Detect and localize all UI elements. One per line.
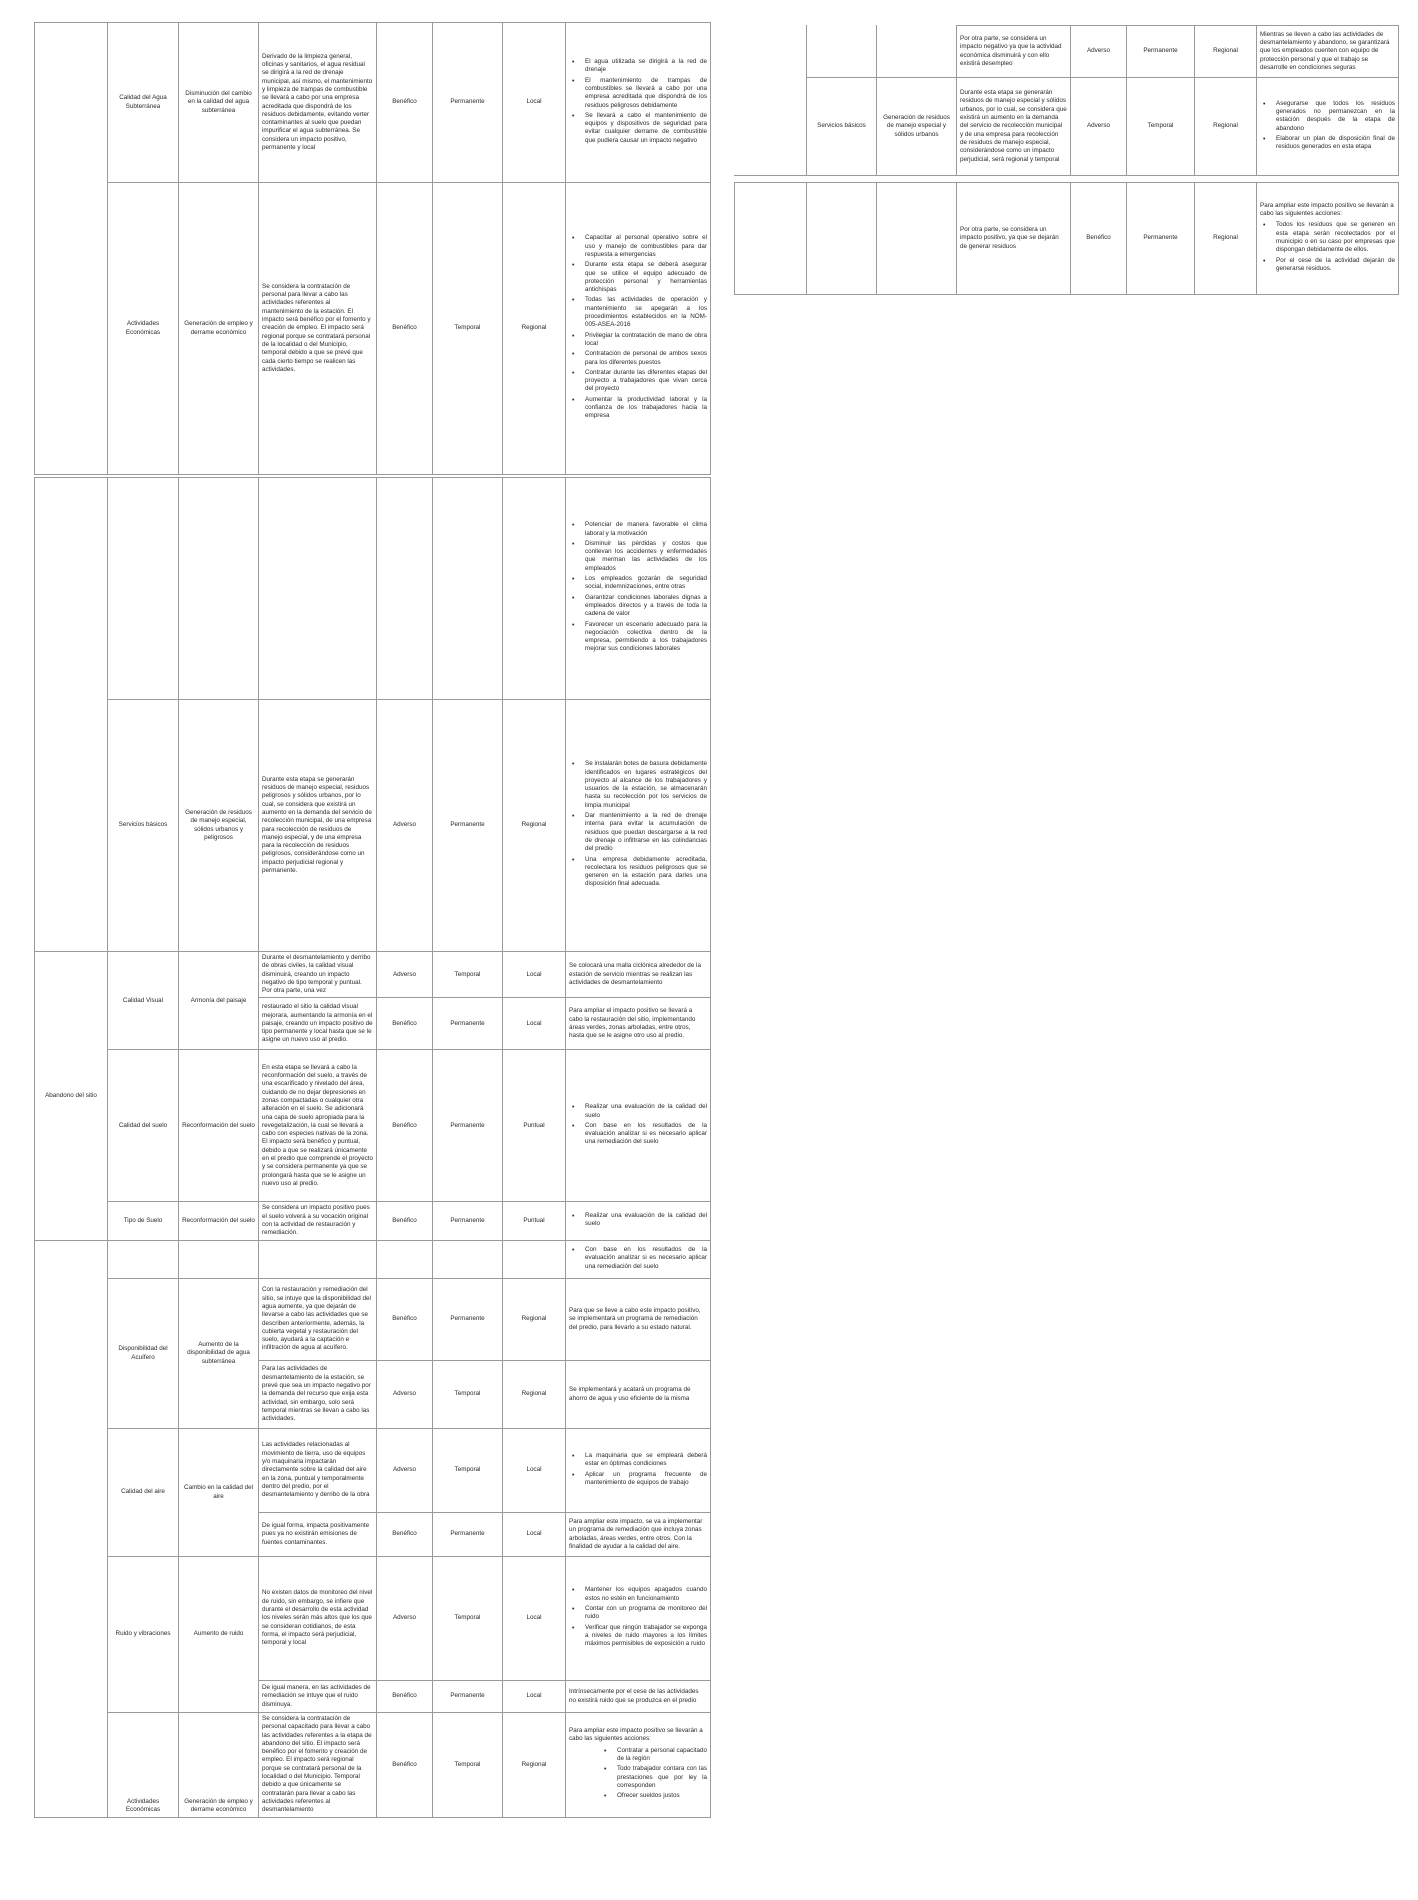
table-row	[735, 78, 1399, 176]
extent-cell: Local	[503, 23, 566, 183]
description-cell: Se considera la contratación de personal para llevar a cabo las actividades referentes al mantenimiento de la estación. El impacto será benéfico por el fomento y creación de empleo. El impacto será regional porque se contratará personal de la localidad o del Municipio, temporal debido a que se prevé que cada cierto tiempo se realicen las actividades.	[259, 183, 377, 475]
description-cell: Las actividades relacionadas al movimiento de tierra, uso de equipos y/o maquinaria impactarán directamente sobre la calidad del aire en la zona, puntual y temporalmente dentro del predio, por el desmantelamiento y derribo de la obra	[259, 1429, 377, 1513]
extent-cell	[503, 478, 566, 700]
factor-cell: Calidad del suelo	[108, 1050, 179, 1202]
character-cell: Benéfico	[377, 23, 433, 183]
measures-cell	[566, 183, 711, 475]
factor-cell	[108, 478, 179, 700]
table-row	[35, 23, 711, 183]
impact-cell: Disminución del cambio en la calidad del agua subterránea	[179, 23, 259, 183]
duration-cell	[433, 1241, 503, 1279]
measure-item: • Disminuir las pérdidas y costos que conllevan los accidentes y enfermedades que merman las actividades de los empleados	[581, 540, 707, 573]
measure-item: • Se instalarán botes de basura debidamente identificados en lugares estratégicos del proyecto al alcance de los trabajadores y usuarios de la estación, se almacenarán hasta su recolección por los servicios de limpia municipal	[581, 760, 707, 810]
measures-cell	[1257, 78, 1399, 176]
measures-cell	[566, 1050, 711, 1202]
impact-matrix-table-1	[34, 22, 711, 475]
measure-item: • Todo trabajador contara con las prestaciones que por ley la corresponden	[613, 1765, 707, 1790]
character-cell: Adverso	[1071, 78, 1127, 176]
measures-cell: Para ampliar este impacto, se va a implementar un programa de remediación que incluya zonas arboladas, áreas verdes, entre otros. Con la finalidad de ayudar a la calidad del aire.	[566, 1513, 711, 1557]
measures-cell: Para ampliar el impacto positivo se llevará a cabo la restauración del sitio, implementando áreas verdes, zonas arboladas, entre otros, hasta que se le asigne otro uso al predio.	[566, 998, 711, 1050]
table-row	[35, 183, 711, 475]
left-page-section-2	[34, 477, 710, 1241]
measures-cell: Intrínsecamente por el cese de las actividades no existirá ruido que se produzca en el predio	[566, 1681, 711, 1713]
character-cell: Benéfico	[377, 1202, 433, 1240]
measure-item: • Favorecer un escenario adecuado para la negociación colectiva dentro de la empresa, permitiendo a los trabajadores mejorar sus condiciones laborales	[581, 621, 707, 654]
character-cell: Adverso	[377, 952, 433, 998]
table-row	[35, 1429, 711, 1513]
extent-cell: Regional	[503, 1279, 566, 1361]
measures-cell	[1257, 183, 1399, 295]
table-row	[35, 1050, 711, 1202]
description-cell: Con la restauración y remediación del sitio, se intuye que la disponibilidad del agua aumente, ya que dejarán de llevarse a cabo las actividades que se describen anteriormente, además, la cubierta vegetal y restauración del suelo, ayudará a la captación e infiltración de agua al acuífero.	[259, 1279, 377, 1361]
extent-cell: Local	[503, 1513, 566, 1557]
description-cell: Durante el desmantelamiento y derribo de obras civiles, la calidad visual disminuirá, creando un impacto negativo de tipo temporal y puntual. Por otra parte, una vez	[259, 952, 377, 998]
extent-cell: Puntual	[503, 1050, 566, 1202]
measure-item: • El mantenimiento de trampas de combustibles se llevará a cabo por una empresa acreditada que dispondrá de los residuos peligrosos debidamente	[581, 77, 707, 110]
description-cell: Durante esta etapa se generarán residuos de manejo especial y sólidos urbanos, por lo cual, se considera que existirá un aumento en la demanda del servicio de recolección municipal y de una empresa para recolección de residuos de manejo especial, considerándose como un impacto perjudicial, será regional y temporal	[957, 78, 1071, 176]
duration-cell: Permanente	[433, 1202, 503, 1240]
duration-cell: Temporal	[433, 952, 503, 998]
duration-cell: Permanente	[433, 1513, 503, 1557]
description-cell: Se considera un impacto positivo pues el suelo volverá a su vocación original con la actividad de restauración y remediación.	[259, 1202, 377, 1240]
character-cell: Benéfico	[377, 1681, 433, 1713]
factor-cell	[108, 1241, 179, 1279]
factor-cell: Calidad del aire	[108, 1429, 179, 1557]
description-cell: Durante esta etapa se generarán residuos de manejo especial, residuos peligrosos y sólidos urbanos, por lo cual, se considera que existirá un aumento en la demanda del servicio de recolección municipal, de una empresa para recolección de residuos de manejo especial, y de una empresa para la recolección de residuos peligrosos, considerándose como un impacto perjudicial regional y permanente.	[259, 700, 377, 952]
description-cell: restaurado el sitio la calidad visual mejorara, aumentando la armonía en el paisaje, creando un impacto positivo de tipo permanente y local hasta que se le asigne un nuevo uso al predio.	[259, 998, 377, 1050]
measure-item: • Se llevará a cabo el mantenimiento de equipos y dispositivos de seguridad para evitar cualquier derrame de combustible que pudiera causar un impacto negativo	[581, 112, 707, 145]
right-page	[734, 25, 1398, 295]
description-cell	[259, 1241, 377, 1279]
extent-cell: Local	[503, 1681, 566, 1713]
measure-item: • Contratar a personal capacitado de la región	[613, 1747, 707, 1764]
description-cell: Para las actividades de desmantelamiento de la estación, se prevé que sea un impacto negativo por la demanda del recurso que exija esta actividad, sin embargo, solo será temporal mientras se llevan a cabo las actividades.	[259, 1361, 377, 1429]
measure-item: • Mantener los equipos apagados cuando estos no estén en funcionamiento	[581, 1586, 707, 1603]
duration-cell: Temporal	[433, 1713, 503, 1818]
measure-item: • Elaborar un plan de disposición final de residuos generados en esta etapa	[1272, 135, 1395, 152]
measure-item: • Aplicar un programa frecuente de mantenimiento de equipos de trabajo	[581, 1471, 707, 1488]
duration-cell: Temporal	[1127, 78, 1195, 176]
table-row	[35, 1241, 711, 1279]
table-row	[735, 26, 1399, 78]
impact-cell	[877, 26, 957, 78]
impact-cell: Reconformación del suelo	[179, 1202, 259, 1240]
duration-cell: Permanente	[433, 1050, 503, 1202]
measure-item: • La maquinaria que se empleará deberá estar en óptimas condiciones	[581, 1452, 707, 1469]
stage-cell	[35, 478, 108, 952]
measures-cell	[566, 1557, 711, 1681]
measure-item: • Potenciar de manera favorable el clima laboral y la motivación	[581, 521, 707, 538]
duration-cell: Permanente	[433, 23, 503, 183]
measures-cell	[566, 1241, 711, 1279]
duration-cell: Temporal	[433, 183, 503, 475]
character-cell: Adverso	[1071, 26, 1127, 78]
table-row	[735, 183, 1399, 295]
measure-item: • Todas las actividades de operación y mantenimiento se apegarán a los procedimientos establecidos en la NOM-005-ASEA-2016	[581, 296, 707, 329]
character-cell: Adverso	[377, 700, 433, 952]
measures-cell	[566, 700, 711, 952]
impact-cell	[877, 183, 957, 295]
impact-cell: Armonía del paisaje	[179, 952, 259, 1050]
measure-item: • Contratar durante las diferentes etapas del proyecto a trabajadores que vivan cerca del proyecto	[581, 369, 707, 394]
description-cell: Por otra parte, se considera un impacto positivo, ya que se dejarán de generar residuos	[957, 183, 1071, 295]
table-row	[35, 1202, 711, 1240]
measure-item: • Realizar una evaluación de la calidad del suelo	[581, 1212, 707, 1229]
character-cell: Benéfico	[377, 1513, 433, 1557]
description-cell: Se considera la contratación de personal capacitado para llevar a cabo las actividades referentes a la etapa de abandono del sitio. El impacto será benéfico por el fomento y creación de empleo. El impacto será regional porque se contratará personal de la localidad o del Municipio. Temporal debido a que únicamente se contratarán para llevar a cabo las actividades referentes al desmantelamiento	[259, 1713, 377, 1818]
description-cell: En esta etapa se llevará a cabo la reconformación del suelo, a través de una escarificado y nivelado del área, cuidando de no dejar depresiones en zonas compactadas o cualquier otra alteración en el suelo. Se adicionará una capa de suelo apropiada para la revegetalización, la cual se llevará a cabo con especies nativas de la zona. El impacto será benéfico y puntual, debido a que se realizará únicamente en el predio que comprende el proyecto y se considera permanente ya que se prolongará hasta que se le asigne un nuevo uso al predio.	[259, 1050, 377, 1202]
impact-cell: Generación de residuos de manejo especial, sólidos urbanos y peligrosos	[179, 700, 259, 952]
factor-cell: Disponibilidad del Acuífero	[108, 1279, 179, 1429]
measure-item: • Dar mantenimiento a la red de drenaje interna para evitar la acumulación de residuos que puedan descargarse a la red de drenaje o infiltrarse en las colindancias del predio	[581, 812, 707, 853]
measure-item: • Verificar que ningún trabajador se exponga a niveles de ruido mayores a los límites máximos permisibles de exposición a ruido	[581, 1624, 707, 1649]
character-cell: Adverso	[377, 1557, 433, 1681]
description-cell: De igual manera, en las actividades de remediación se intuye que el ruido disminuya.	[259, 1681, 377, 1713]
character-cell: Benéfico	[377, 1050, 433, 1202]
table-row	[35, 1713, 711, 1818]
measure-item: • Por el cese de la actividad dejarán de generarse residuos.	[1272, 257, 1395, 274]
measure-item: • Capacitar al personal operativo sobre el uso y manejo de combustibles para dar respuesta a emergencias	[581, 234, 707, 259]
character-cell: Benéfico	[377, 1713, 433, 1818]
impact-cell: Reconformación del suelo	[179, 1050, 259, 1202]
measure-item: • Ofrecer sueldos justos	[613, 1792, 707, 1800]
measures-cell: Para que se lleve a cabo este impacto positivo, se implementará un programa de remediación del predio, para llevarlo a su estado natural.	[566, 1279, 711, 1361]
factor-cell: Servicios básicos	[807, 78, 877, 176]
extent-cell: Local	[503, 1429, 566, 1513]
measure-item: • Con base en los resultados de la evaluación analizar si es necesario aplicar una remediación del suelo	[581, 1122, 707, 1147]
duration-cell: Permanente	[1127, 26, 1195, 78]
factor-cell: Calidad del Agua Subterránea	[108, 23, 179, 183]
measure-item: • Una empresa debidamente acreditada, recolectara los residuos peligrosos que se generen en la estación para darles una disposición final adecuada.	[581, 856, 707, 889]
character-cell: Adverso	[377, 1361, 433, 1429]
measure-item: • Durante esta etapa se deberá asegurar que se utilice el equipo adecuado de protección personal y herramientas antichispas	[581, 261, 707, 294]
measure-item: • Los empleados gozarán de seguridad social, indemnizaciones, entre otras	[581, 575, 707, 592]
impact-cell: Generación de residuos de manejo especial y sólidos urbanos	[877, 78, 957, 176]
extent-cell: Regional	[503, 700, 566, 952]
character-cell: Benéfico	[377, 998, 433, 1050]
duration-cell: Permanente	[433, 700, 503, 952]
impact-cell: Cambio en la calidad del aire	[179, 1429, 259, 1557]
factor-cell: Actividades Económicas	[108, 1713, 179, 1818]
duration-cell	[433, 478, 503, 700]
character-cell: Adverso	[377, 1429, 433, 1513]
factor-cell: Actividades Económicas	[108, 183, 179, 475]
factor-cell	[807, 26, 877, 78]
duration-cell: Permanente	[433, 998, 503, 1050]
measures-intro: Para ampliar este impacto positivo se llevarán a cabo las siguientes acciones:	[1260, 201, 1394, 218]
description-cell: No existen datos de monitoreo del nivel de ruido, sin embargo, se infiere que durante el desarrollo de esta actividad los niveles serán más altos que los que se consideran cotidianos, de esta forma, el impacto será perjudicial, temporal y local	[259, 1557, 377, 1681]
measures-intro: Para ampliar este impacto positivo se llevarán a cabo las siguientes acciones:	[569, 1727, 703, 1743]
duration-cell: Permanente	[433, 1279, 503, 1361]
measures-cell	[566, 478, 711, 700]
impact-cell: Aumento de ruido	[179, 1557, 259, 1713]
left-page-section-1	[34, 22, 710, 475]
table-row	[35, 1279, 711, 1361]
measure-item: • El agua utilizada se dirigirá a la red de drenaje	[581, 58, 707, 75]
impact-cell: Aumento de la disponibilidad de agua subterránea	[179, 1279, 259, 1429]
table-row	[35, 952, 711, 998]
measures-cell: Se colocará una malla ciclónica alrededor de la estación de servicio mientras se realizan las actividades de desmantelamiento	[566, 952, 711, 998]
extent-cell: Regional	[1195, 78, 1257, 176]
duration-cell: Temporal	[433, 1429, 503, 1513]
extent-cell: Local	[503, 998, 566, 1050]
description-cell	[259, 478, 377, 700]
table-row	[35, 478, 711, 700]
measure-item: • Asegurarse que todos los residuos generados no permanezcan en la estación después de la etapa de abandono	[1272, 100, 1395, 133]
impact-matrix-table-3	[34, 1240, 711, 1818]
factor-cell	[807, 183, 877, 295]
extent-cell: Regional	[503, 1713, 566, 1818]
impact-matrix-table-right	[734, 25, 1399, 176]
character-cell: Benéfico	[1071, 183, 1127, 295]
measure-item: • Contar con un programa de monitoreo del ruido	[581, 1605, 707, 1622]
factor-cell: Calidad Visual	[108, 952, 179, 1050]
extent-cell: Local	[503, 1557, 566, 1681]
measures-cell	[566, 23, 711, 183]
description-cell: Por otra parte, se considera un impacto negativo ya que la actividad económica disminuirá y con ello existirá desempleo	[957, 26, 1071, 78]
character-cell: Benéfico	[377, 1279, 433, 1361]
stage-cell	[735, 183, 807, 295]
measures-cell	[566, 1429, 711, 1513]
duration-cell: Temporal	[433, 1557, 503, 1681]
impact-cell: Generación de empleo y derrame económico	[179, 183, 259, 475]
impact-matrix-table-2	[34, 477, 711, 1241]
extent-cell: Regional	[503, 1361, 566, 1429]
measures-cell	[566, 1713, 711, 1818]
extent-cell: Puntual	[503, 1202, 566, 1240]
stage-cell: Abandono del sitio	[35, 952, 108, 1241]
stage-cell	[35, 23, 108, 475]
character-cell	[377, 478, 433, 700]
extent-cell: Regional	[1195, 183, 1257, 295]
left-page-section-3	[34, 1240, 710, 1818]
table-row	[35, 700, 711, 952]
extent-cell: Regional	[503, 183, 566, 475]
measure-item: • Aumentar la productividad laboral y la confianza de los trabajadores hacia la empresa	[581, 396, 707, 421]
character-cell: Benéfico	[377, 183, 433, 475]
factor-cell: Servicios básicos	[108, 700, 179, 952]
duration-cell: Temporal	[433, 1361, 503, 1429]
impact-cell	[179, 478, 259, 700]
measure-item: • Realizar una evaluación de la calidad del suelo	[581, 1103, 707, 1120]
description-cell: Derivado de la limpieza general, oficinas y sanitarios, el agua residual se dirigirá a la red de drenaje municipal, así mismo, el mantenimiento y limpieza de trampas de combustible se llevará a cabo por una empresa acreditada que dispondrá de los residuos debidamente, evitando verter contaminantes al suelo que puedan impurificar el agua subterránea. Se considera un impacto positivo, permanente y local	[259, 23, 377, 183]
duration-cell: Permanente	[1127, 183, 1195, 295]
measure-item: • Contratación de personal de ambos sexos para los diferentes puestos	[581, 350, 707, 367]
factor-cell: Ruido y vibraciones	[108, 1557, 179, 1713]
impact-cell	[179, 1241, 259, 1279]
extent-cell: Regional	[1195, 26, 1257, 78]
measure-item: • Con base en los resultados de la evaluación analizar si es necesario aplicar una remediación del suelo	[581, 1246, 707, 1271]
extent-cell: Local	[503, 952, 566, 998]
duration-cell: Permanente	[433, 1681, 503, 1713]
impact-cell: Generación de empleo y derrame económico	[179, 1713, 259, 1818]
stage-cell	[35, 1241, 108, 1818]
extent-cell	[503, 1241, 566, 1279]
measure-item: • Todos los residuos que se generen en esta etapa serán recolectados por el municipio o en su caso por empresas que dispongan debidamente de ellos.	[1272, 221, 1395, 254]
table-row	[35, 1557, 711, 1681]
measure-item: • Privilegiar la contratación de mano de obra local	[581, 332, 707, 349]
character-cell	[377, 1241, 433, 1279]
description-cell: De igual forma, impacta positivamente pues ya no existirán emisiones de fuentes contaminantes.	[259, 1513, 377, 1557]
measures-cell: Mientras se lleven a cabo las actividades de desmantelamiento y abandono, se garantizará que los empleados cuenten con equipo de protección personal y que el trabajo se desarrolle en condiciones seguras	[1257, 26, 1399, 78]
stage-cell	[735, 26, 807, 176]
impact-matrix-table-right-2	[734, 182, 1399, 295]
factor-cell: Tipo de Suelo	[108, 1202, 179, 1240]
measures-cell	[566, 1202, 711, 1240]
measure-item: • Garantizar condiciones laborales dignas a empleados directos y a través de toda la cadena de valor	[581, 594, 707, 619]
measures-cell: Se implementará y acatará un programa de ahorro de agua y uso eficiente de la misma	[566, 1361, 711, 1429]
